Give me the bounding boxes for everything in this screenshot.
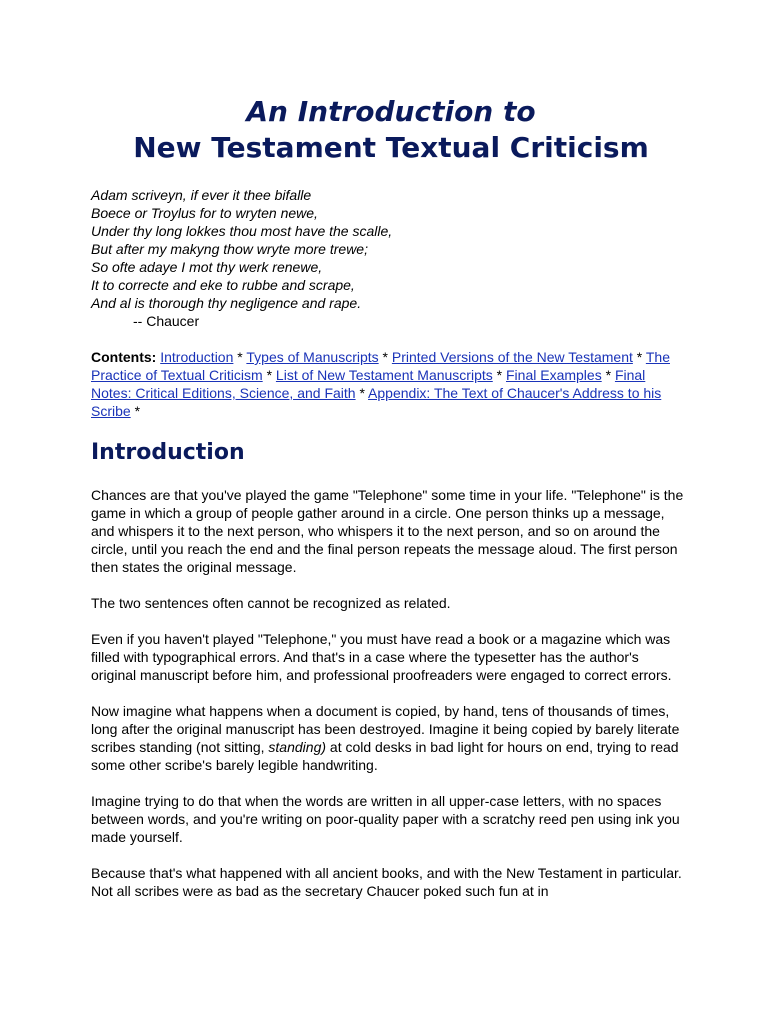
contents-label: Contents: [91, 349, 157, 365]
poem-line: Boece or Troylus for to wryten newe, [91, 205, 318, 221]
poem-line: Under thy long lokkes thou most have the scalle, [91, 223, 393, 239]
paragraph [91, 702, 687, 774]
poem-line: So ofte adaye I mot thy werk renewe, [91, 259, 323, 275]
paragraph-text: Now imagine what happens when a document is copied, by hand, tens of thousands of times, long after the original manuscript has been destroyed. Imagine it being copied by barely literate scribes standing (not sitting, [91, 703, 680, 755]
contents-link-practice-of-textual-criticism[interactable]: The Practice of Textual Criticism [91, 349, 670, 383]
emphasis-text: standing) [268, 739, 327, 755]
contents-separator: * [632, 349, 646, 365]
poem-line: Adam scriveyn, if ever it thee bifalle [91, 187, 312, 203]
contents-link-final-notes[interactable]: Final Notes: Critical Editions, Science, and Faith [91, 367, 646, 401]
contents-link-introduction[interactable]: Introduction [160, 349, 234, 365]
table-of-contents [91, 348, 687, 420]
poem-attribution: -- Chaucer [133, 313, 200, 329]
poem-line: And al is thorough thy negligence and rape. [91, 295, 362, 311]
title-line-1: An Introduction to [246, 95, 536, 128]
contents-separator: * [262, 367, 276, 383]
epigraph-poem [91, 186, 691, 330]
contents-link-printed-versions[interactable]: Printed Versions of the New Testament [391, 349, 633, 365]
contents-link-types-of-manuscripts[interactable]: Types of Manuscripts [246, 349, 379, 365]
page-title [91, 94, 691, 166]
title-line-2: New Testament Textual Criticism [133, 131, 649, 164]
contents-trailing: * [130, 403, 141, 419]
paragraph: Even if you haven't played "Telephone," you must have read a book or a magazine which was filled with typographical errors. And that's in a case where the typesetter has the author's original manuscript before him, and professional proofreaders were engaged to correct errors. [91, 631, 672, 683]
contents-separator: * [233, 349, 247, 365]
paragraph: Because that's what happened with all ancient books, and with the New Testament in particular. Not all scribes were as bad as the secretary Chaucer poked such fun at in [91, 865, 682, 899]
contents-separator: * [378, 349, 392, 365]
contents-separator: * [355, 385, 369, 401]
poem-line: It to correcte and eke to rubbe and scrape, [91, 277, 355, 293]
paragraph: Imagine trying to do that when the words are written in all upper-case letters, with no spaces between words, and you're writing on poor-quality paper with a scratchy reed pen using ink you made yourself. [91, 793, 680, 845]
paragraph-text: at cold desks in bad light for hours on end, trying to read some other scribe's barely legible handwriting. [91, 739, 679, 773]
section-heading-introduction: Introduction [91, 440, 245, 465]
poem-line: But after my makyng thow wryte more trewe; [91, 241, 368, 257]
contents-link-final-examples[interactable]: Final Examples [506, 367, 602, 383]
contents-link-manuscript-list[interactable]: List of New Testament Manuscripts [275, 367, 493, 383]
contents-separator: * [601, 367, 615, 383]
paragraph: The two sentences often cannot be recognized as related. [91, 595, 451, 611]
contents-link-appendix[interactable]: Appendix: The Text of Chaucer's Address to his Scribe [91, 385, 662, 419]
contents-separator: * [492, 367, 506, 383]
paragraph: Chances are that you've played the game "Telephone" some time in your life. "Telephone" is the game in which a group of people gather around in a circle. One person thinks up a message, and whispers it to the next person, who whispers it to the next person, and so on around the circle, until you reach the end and the final person repeats the message aloud. The first person then states the original message. [91, 487, 684, 575]
document-page [91, 94, 691, 900]
